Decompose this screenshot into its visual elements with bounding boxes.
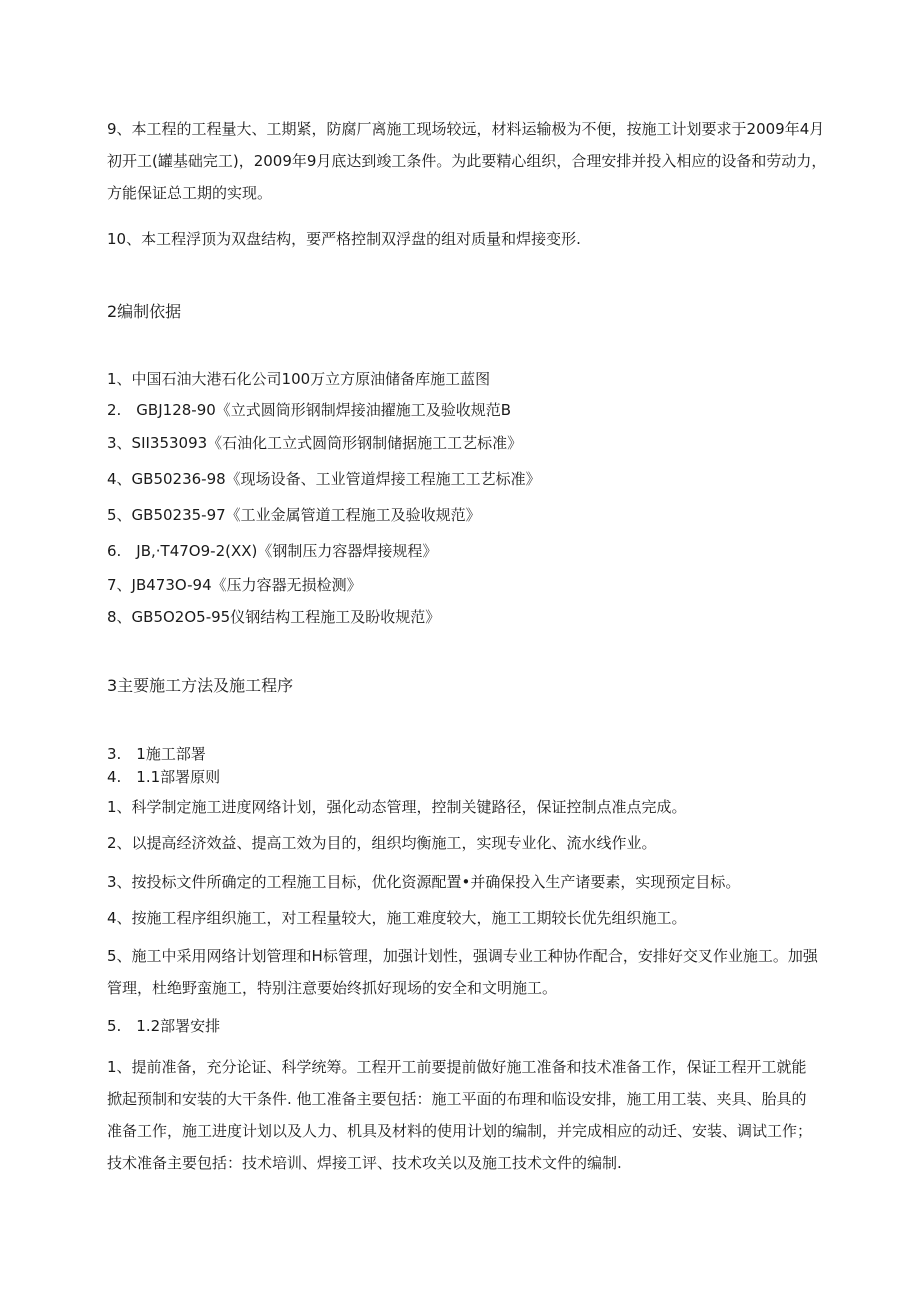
- principle-item-4: 4、按施工程序组织施工，对工程量较大，施工难度较大，施工工期较长优先组织施工。: [107, 909, 687, 927]
- principle-item-3: 3、按投标文件所确定的工程施工目标，优化资源配置•并确保投入生产诸要素，实现预定目标。: [107, 873, 741, 891]
- paragraph-item9-line3: 方能保证总工期的实现。: [107, 184, 273, 202]
- principle-item-5-line2: 管理，杜绝野蛮施工，特别注意要始终抓好现场的安全和文明施工。: [107, 979, 558, 997]
- section-2-heading: 2编制依据: [107, 302, 182, 321]
- basis-item-7: 7、JB473O-94《压力容器无损检测》: [107, 576, 362, 594]
- section-3-heading: 3主要施工方法及施工程序: [107, 676, 294, 695]
- basis-item-4: 4、GB50236-98《现场设备、工业管道焊接工程施工工艺标准》: [107, 470, 541, 488]
- arrangement-item-1-line2: 掀起预制和安装的大干条件. 他工准备主要包括：施工平面的布理和临设安排，施工用工装、夹具、胎具的: [107, 1090, 807, 1108]
- subsection-3-1-1: 4. 1.1部署原则: [107, 768, 221, 786]
- basis-item-5: 5、GB50235-97《工业金属管道工程施工及验收规范》: [107, 506, 481, 524]
- paragraph-item9-line1: 9、本工程的工程量大、工期紧，防腐厂离施工现场较远，材料运输极为不便，按施工计划要求于2009年4月: [107, 120, 825, 138]
- arrangement-item-1-line3: 准备工作，施工进度计划以及人力、机具及材料的使用计划的编制，并完成相应的动迁、安装、调试工作；: [107, 1122, 813, 1140]
- paragraph-item10: 10、本工程浮顶为双盘结构，要严格控制双浮盘的组对质量和焊接变形.: [107, 230, 581, 248]
- basis-item-1: 1、中国石油大港石化公司100万立方原油储备库施工蓝图: [107, 370, 491, 388]
- paragraph-item9-line2: 初开工(罐基础完工)，2009年9月底达到竣工条件。为此要精心组织，合理安排并投入相应的设备和劳动力，: [107, 152, 827, 170]
- basis-item-6: 6. JB,·T47O9-2(XX)《钢制压力容器焊接规程》: [107, 542, 438, 560]
- principle-item-1: 1、科学制定施工进度网络计划，强化动态管理，控制关键路径，保证控制点准点完成。: [107, 798, 687, 816]
- arrangement-item-1-line4: 技术准备主要包括：技术培训、焊接工评、技术攻关以及施工技术文件的编制.: [107, 1154, 622, 1172]
- principle-item-5-line1: 5、施工中采用网络计划管理和H标管理，加强计划性，强调专业工种协作配合，安排好交叉作业施工。加强: [107, 947, 818, 965]
- basis-item-2: 2. GBJ128-90《立式圆筒形钢制焊接油擢施工及验收规范B: [107, 401, 512, 419]
- principle-item-2: 2、以提高经济效益、提高工效为目的，组织均衡施工，实现专业化、流水线作业。: [107, 834, 657, 852]
- basis-item-8: 8、GB5O2O5-95仪钢结构工程施工及盼收规范》: [107, 608, 441, 626]
- subsection-3-1: 3. 1施工部署: [107, 745, 206, 763]
- subsection-3-1-2: 5. 1.2部署安排: [107, 1017, 221, 1035]
- arrangement-item-1-line1: 1、提前准备，充分论证、科学统筹。工程开工前要提前做好施工准备和技术准备工作，保证工程开工就能: [107, 1058, 807, 1076]
- basis-item-3: 3、SII353093《石油化工立式圆筒形钢制储据施工工艺标准》: [107, 434, 523, 452]
